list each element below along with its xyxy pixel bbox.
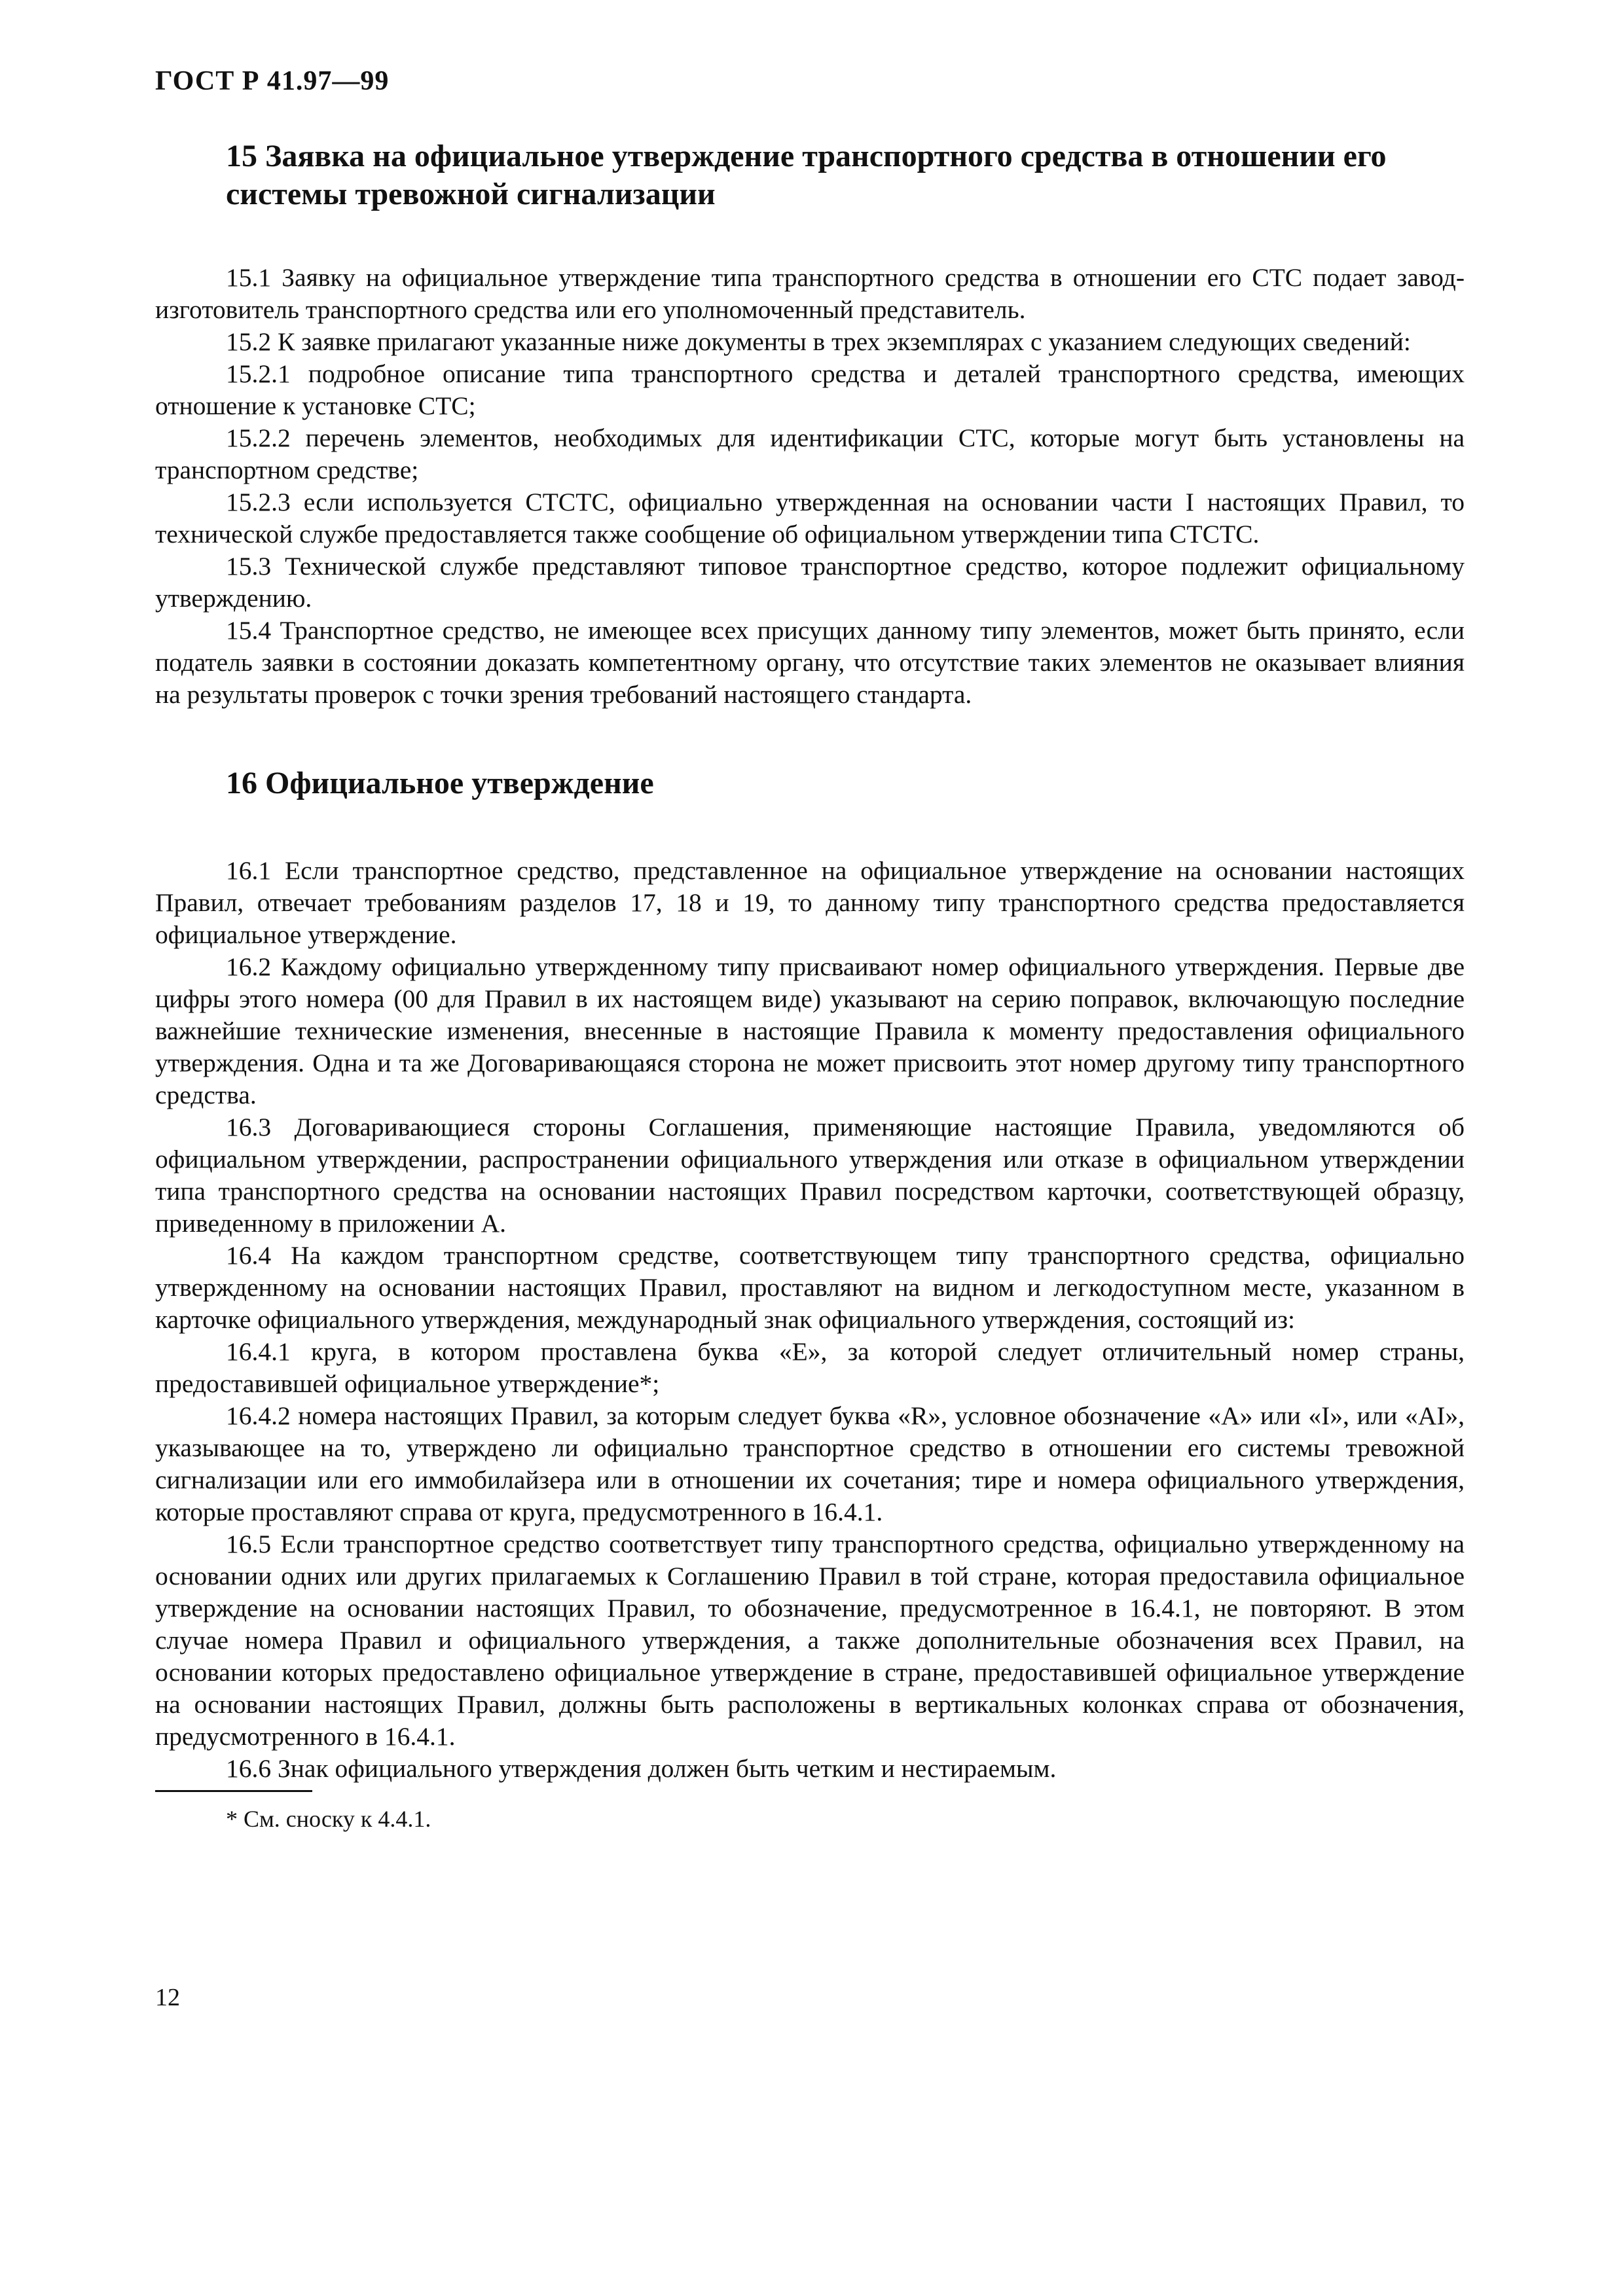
paragraph-15-2-3: 15.2.3 если используется СТСТС, официально утвержденная на основании части I настоящих Правил, то технической службе предоставляется также сообщение об официальном утверждении типа СТСТС.	[155, 488, 1465, 548]
section-15-heading: 15 Заявка на официальное утверждение транспортного средства в отношении его системы тревожной сигнализации	[226, 139, 1387, 211]
paragraph-16-1: 16.1 Если транспортное средство, представленное на официальное утверждение на основании настоящих Правил, отвечает требованиям разделов 17, 18 и 19, то данному типу транспортного средства предоставляется официальное утверждение.	[155, 856, 1465, 949]
document-code-header: ГОСТ Р 41.97—99	[155, 66, 390, 96]
footnote: * См. сноску к 4.4.1.	[226, 1806, 431, 1832]
paragraph-15-2: 15.2 К заявке прилагают указанные ниже документы в трех экземплярах с указанием следующих сведений:	[226, 327, 1411, 356]
paragraph-16-5: 16.5 Если транспортное средство соответствует типу транспортного средства, официально утвержденному на основании одних или других прилагаемых к Соглашению Правил в той стране, которая предоставила официальное утверждение на основании настоящих Правил, то обозначение, предусмотренное в 16.4.1, не повторяют. В этом случае номера Правил и официального утверждения, а также дополнительные обозначения всех Правил, на основании которых предоставлено официальное утверждение в стране, предоставившей официальное утверждение на основании настоящих Правил, должны быть расположены в вертикальных колонках справа от обозначения, предусмотренного в 16.4.1.	[155, 1530, 1465, 1751]
paragraph-15-3: 15.3 Технической службе представляют типовое транспортное средство, которое подлежит официальному утверждению.	[155, 552, 1465, 613]
paragraph-15-2-1: 15.2.1 подробное описание типа транспортного средства и деталей транспортного средства, имеющих отношение к установке СТС;	[155, 359, 1465, 420]
paragraph-16-2: 16.2 Каждому официально утвержденному типу присваивают номер официального утверждения. Первые две цифры этого номера (00 для Правил в их настоящем виде) указывают на серию поправок, включающую последние важнейшие технические изменения, внесенные в настоящие Правила к моменту предоставления официального утверждения. Одна и та же Договаривающаяся сторона не может присвоить этот номер другому типу транспортного средства.	[155, 952, 1465, 1109]
paragraph-15-1: 15.1 Заявку на официальное утверждение типа транспортного средства в отношении его СТС подает завод-изготовитель транспортного средства или его уполномоченный представитель.	[155, 263, 1465, 324]
paragraph-16-3: 16.3 Договаривающиеся стороны Соглашения, применяющие настоящие Правила, уведомляются об официальном утверждении, распространении официального утверждения или отказе в официальном утверждении типа транспортного средства на основании настоящих Правил посредством карточки, соответствующей образцу, приведенному в приложении А.	[155, 1113, 1465, 1238]
page-content	[155, 137, 1465, 1834]
paragraph-16-4-2: 16.4.2 номера настоящих Правил, за которым следует буква «R», условное обозначение «A» или «I», или «AI», указывающее на то, утверждено ли официально транспортное средство в отношении его системы тревожной сигнализации или его иммобилайзера или в отношении их сочетания; тире и номера официального утверждения, которые проставляют справа от круга, предусмотренного в 16.4.1.	[155, 1401, 1465, 1526]
paragraph-16-6: 16.6 Знак официального утверждения должен быть четким и нестираемым.	[226, 1754, 1057, 1783]
paragraph-15-2-2: 15.2.2 перечень элементов, необходимых для идентификации СТС, которые могут быть установлены на транспортном средстве;	[155, 423, 1465, 484]
section-16-heading: 16 Официальное утверждение	[226, 766, 654, 800]
paragraph-16-4-1: 16.4.1 круга, в котором проставлена буква «E», за которой следует отличительный номер страны, предоставившей официальное утверждение*;	[155, 1337, 1465, 1398]
paragraph-15-4: 15.4 Транспортное средство, не имеющее всех присущих данному типу элементов, может быть принято, если податель заявки в состоянии доказать компетентному органу, что отсутствие таких элементов не оказывает влияния на результаты проверок с точки зрения требований настоящего стандарта.	[155, 616, 1465, 709]
footnote-divider	[155, 1790, 312, 1792]
page-number: 12	[155, 1984, 180, 2011]
paragraph-16-4: 16.4 На каждом транспортном средстве, соответствующем типу транспортного средства, официально утвержденному на основании настоящих Правил, проставляют на видном и легкодоступном месте, указанном в карточке официального утверждения, международный знак официального утверждения, состоящий из:	[155, 1241, 1465, 1334]
